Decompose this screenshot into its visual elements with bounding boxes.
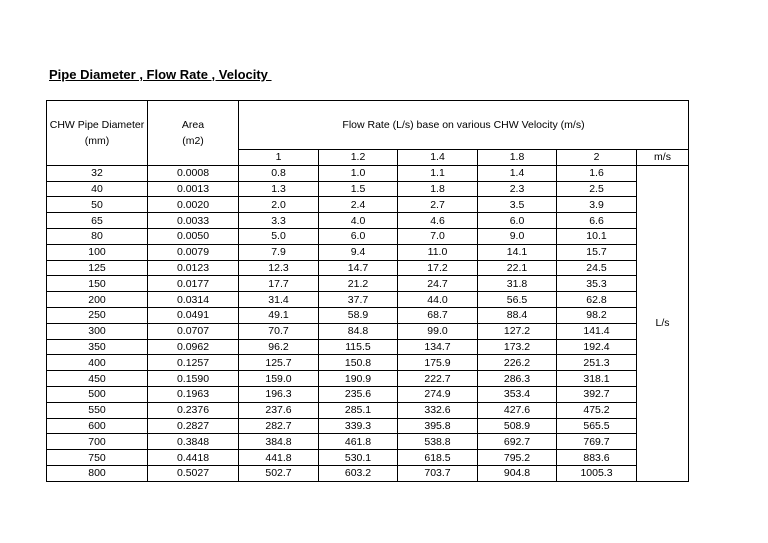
- flow-rate-cell: 125.7: [239, 355, 319, 371]
- flow-rate-cell: 21.2: [319, 276, 398, 292]
- diameter-header-unit: (mm): [84, 134, 110, 147]
- flow-rate-cell: 332.6: [398, 402, 478, 418]
- flow-rate-cell: 17.7: [239, 276, 319, 292]
- flow-rate-cell: 49.1: [239, 307, 319, 323]
- flow-rate-cell: 392.7: [557, 386, 637, 402]
- diameter-cell: 80: [47, 228, 148, 244]
- flow-rate-cell: 2.0: [239, 197, 319, 213]
- flow-rate-cell: 1.1: [398, 165, 478, 181]
- flow-rate-cell: 339.3: [319, 418, 398, 434]
- table-body: [47, 101, 689, 482]
- flow-rate-cell: 3.9: [557, 197, 637, 213]
- flow-rate-cell: 286.3: [478, 371, 557, 387]
- area-cell: 0.2827: [148, 418, 239, 434]
- table-row: [47, 371, 689, 387]
- table-row: [47, 465, 689, 481]
- flow-rate-cell: 58.9: [319, 307, 398, 323]
- flow-rate-cell: 883.6: [557, 450, 637, 466]
- flow-rate-cell: 115.5: [319, 339, 398, 355]
- flow-rate-cell: 427.6: [478, 402, 557, 418]
- velocity-unit: m/s: [637, 150, 689, 166]
- diameter-cell: 125: [47, 260, 148, 276]
- flow-rate-cell: 14.1: [478, 244, 557, 260]
- diameter-cell: 500: [47, 386, 148, 402]
- flow-rate-cell: 904.8: [478, 465, 557, 481]
- flow-rate-cell: 7.0: [398, 228, 478, 244]
- flow-rate-cell: 22.1: [478, 260, 557, 276]
- table-row: [47, 244, 689, 260]
- flow-rate-cell: 461.8: [319, 434, 398, 450]
- flow-rate-cell: 37.7: [319, 292, 398, 308]
- flow-rate-cell: 88.4: [478, 307, 557, 323]
- table-row: [47, 450, 689, 466]
- area-header: [148, 101, 239, 166]
- flow-rate-cell: 62.8: [557, 292, 637, 308]
- flow-rate-cell: 173.2: [478, 339, 557, 355]
- flow-rate-cell: 190.9: [319, 371, 398, 387]
- area-cell: 0.0050: [148, 228, 239, 244]
- table-row: [47, 339, 689, 355]
- flow-rate-cell: 31.8: [478, 276, 557, 292]
- flow-rate-header: Flow Rate (L/s) base on various CHW Velocity (m/s): [239, 101, 689, 150]
- diameter-cell: 600: [47, 418, 148, 434]
- page-title: Pipe Diameter , Flow Rate , Velocity: [49, 67, 272, 82]
- area-cell: 0.0707: [148, 323, 239, 339]
- header-row-top: [47, 101, 689, 150]
- flow-rate-cell: 618.5: [398, 450, 478, 466]
- flow-rate-cell: 4.6: [398, 213, 478, 229]
- table-row: [47, 292, 689, 308]
- flow-rate-cell: 226.2: [478, 355, 557, 371]
- table-row: [47, 213, 689, 229]
- area-cell: 0.1590: [148, 371, 239, 387]
- flow-rate-cell: 12.3: [239, 260, 319, 276]
- flow-rate-cell: 5.0: [239, 228, 319, 244]
- flow-rate-cell: 475.2: [557, 402, 637, 418]
- flow-rate-cell: 1.0: [319, 165, 398, 181]
- diameter-cell: 100: [47, 244, 148, 260]
- flow-rate-cell: 318.1: [557, 371, 637, 387]
- flow-rate-cell: 11.0: [398, 244, 478, 260]
- table-row: [47, 260, 689, 276]
- diameter-header-label: CHW Pipe Diameter: [49, 118, 145, 131]
- area-cell: 0.0013: [148, 181, 239, 197]
- flow-rate-cell: 1.5: [319, 181, 398, 197]
- area-cell: 0.0123: [148, 260, 239, 276]
- flow-rate-cell: 1.3: [239, 181, 319, 197]
- diameter-cell: 50: [47, 197, 148, 213]
- flow-rate-cell: 56.5: [478, 292, 557, 308]
- flow-rate-cell: 14.7: [319, 260, 398, 276]
- flow-rate-cell: 2.4: [319, 197, 398, 213]
- flow-rate-cell: 70.7: [239, 323, 319, 339]
- diameter-cell: 400: [47, 355, 148, 371]
- area-cell: 0.3848: [148, 434, 239, 450]
- flow-rate-cell: 96.2: [239, 339, 319, 355]
- flow-rate-cell: 395.8: [398, 418, 478, 434]
- table-row: [47, 276, 689, 292]
- area-cell: 0.2376: [148, 402, 239, 418]
- area-header-label: Area: [181, 118, 205, 131]
- flow-rate-cell: 68.7: [398, 307, 478, 323]
- diameter-cell: 32: [47, 165, 148, 181]
- flow-rate-cell: 17.2: [398, 260, 478, 276]
- flow-rate-cell: 98.2: [557, 307, 637, 323]
- flow-rate-cell: 3.5: [478, 197, 557, 213]
- flow-rate-cell: 1005.3: [557, 465, 637, 481]
- flow-rate-cell: 9.4: [319, 244, 398, 260]
- flow-rate-cell: 2.3: [478, 181, 557, 197]
- area-header-unit: (m2): [182, 134, 204, 147]
- flow-rate-cell: 282.7: [239, 418, 319, 434]
- area-cell: 0.4418: [148, 450, 239, 466]
- flow-rate-cell: 10.1: [557, 228, 637, 244]
- diameter-cell: 40: [47, 181, 148, 197]
- flow-rate-cell: 2.5: [557, 181, 637, 197]
- velocity-header-cell: 1.4: [398, 150, 478, 166]
- area-cell: 0.0962: [148, 339, 239, 355]
- diameter-header: [47, 101, 148, 166]
- flow-rate-cell: 6.6: [557, 213, 637, 229]
- flow-rate-table: [46, 100, 689, 482]
- flow-rate-cell: 508.9: [478, 418, 557, 434]
- table-row: [47, 355, 689, 371]
- area-cell: 0.0020: [148, 197, 239, 213]
- flow-rate-cell: 4.0: [319, 213, 398, 229]
- flow-rate-cell: 274.9: [398, 386, 478, 402]
- flow-rate-cell: 285.1: [319, 402, 398, 418]
- area-cell: 0.0491: [148, 307, 239, 323]
- area-cell: 0.0033: [148, 213, 239, 229]
- flow-rate-cell: 3.3: [239, 213, 319, 229]
- area-cell: 0.0177: [148, 276, 239, 292]
- table-row: [47, 402, 689, 418]
- flow-rate-cell: 15.7: [557, 244, 637, 260]
- table-row: [47, 307, 689, 323]
- diameter-cell: 800: [47, 465, 148, 481]
- diameter-cell: 550: [47, 402, 148, 418]
- flow-rate-cell: 31.4: [239, 292, 319, 308]
- flow-rate-cell: 9.0: [478, 228, 557, 244]
- table-row: [47, 434, 689, 450]
- diameter-cell: 65: [47, 213, 148, 229]
- table-row: [47, 228, 689, 244]
- velocity-header-cell: 2: [557, 150, 637, 166]
- velocity-header-cell: 1: [239, 150, 319, 166]
- area-cell: 0.1963: [148, 386, 239, 402]
- velocity-header-cell: 1.2: [319, 150, 398, 166]
- flow-rate-cell: 24.7: [398, 276, 478, 292]
- flow-rate-cell: 159.0: [239, 371, 319, 387]
- flow-rate-cell: 134.7: [398, 339, 478, 355]
- flow-rate-cell: 769.7: [557, 434, 637, 450]
- flow-rate-cell: 441.8: [239, 450, 319, 466]
- flow-rate-cell: 84.8: [319, 323, 398, 339]
- flow-rate-cell: 703.7: [398, 465, 478, 481]
- table-row: [47, 386, 689, 402]
- flow-rate-cell: 175.9: [398, 355, 478, 371]
- flow-rate-cell: 1.4: [478, 165, 557, 181]
- area-cell: 0.0314: [148, 292, 239, 308]
- flow-rate-cell: 692.7: [478, 434, 557, 450]
- flow-rate-cell: 150.8: [319, 355, 398, 371]
- flow-rate-cell: 251.3: [557, 355, 637, 371]
- flow-rate-cell: 222.7: [398, 371, 478, 387]
- flow-rate-cell: 1.8: [398, 181, 478, 197]
- flow-rate-cell: 795.2: [478, 450, 557, 466]
- flow-rate-cell: 530.1: [319, 450, 398, 466]
- diameter-cell: 150: [47, 276, 148, 292]
- diameter-cell: 450: [47, 371, 148, 387]
- flow-rate-cell: 6.0: [319, 228, 398, 244]
- flow-rate-cell: 99.0: [398, 323, 478, 339]
- flow-rate-cell: 6.0: [478, 213, 557, 229]
- flow-rate-cell: 7.9: [239, 244, 319, 260]
- flow-rate-cell: 2.7: [398, 197, 478, 213]
- table-row: [47, 323, 689, 339]
- flow-rate-cell: 235.6: [319, 386, 398, 402]
- velocity-header-cell: 1.8: [478, 150, 557, 166]
- table-row: [47, 418, 689, 434]
- diameter-cell: 200: [47, 292, 148, 308]
- table-row: [47, 197, 689, 213]
- diameter-cell: 250: [47, 307, 148, 323]
- flow-rate-cell: 1.6: [557, 165, 637, 181]
- flow-rate-cell: 538.8: [398, 434, 478, 450]
- flow-rate-cell: 502.7: [239, 465, 319, 481]
- flow-rate-cell: 353.4: [478, 386, 557, 402]
- flow-rate-cell: 0.8: [239, 165, 319, 181]
- area-cell: 0.1257: [148, 355, 239, 371]
- area-cell: 0.0079: [148, 244, 239, 260]
- table-row: [47, 181, 689, 197]
- flow-rate-cell: 35.3: [557, 276, 637, 292]
- diameter-cell: 750: [47, 450, 148, 466]
- diameter-cell: 700: [47, 434, 148, 450]
- flow-rate-cell: 127.2: [478, 323, 557, 339]
- flow-rate-cell: 44.0: [398, 292, 478, 308]
- flow-rate-cell: 237.6: [239, 402, 319, 418]
- diameter-cell: 350: [47, 339, 148, 355]
- flow-rate-cell: 196.3: [239, 386, 319, 402]
- flow-rate-cell: 192.4: [557, 339, 637, 355]
- flow-rate-cell: 141.4: [557, 323, 637, 339]
- area-cell: 0.0008: [148, 165, 239, 181]
- area-cell: 0.5027: [148, 465, 239, 481]
- diameter-cell: 300: [47, 323, 148, 339]
- flow-rate-cell: 384.8: [239, 434, 319, 450]
- flow-rate-cell: 24.5: [557, 260, 637, 276]
- flow-unit: L/s: [637, 165, 689, 481]
- table-row: [47, 165, 689, 181]
- flow-rate-cell: 565.5: [557, 418, 637, 434]
- flow-rate-cell: 603.2: [319, 465, 398, 481]
